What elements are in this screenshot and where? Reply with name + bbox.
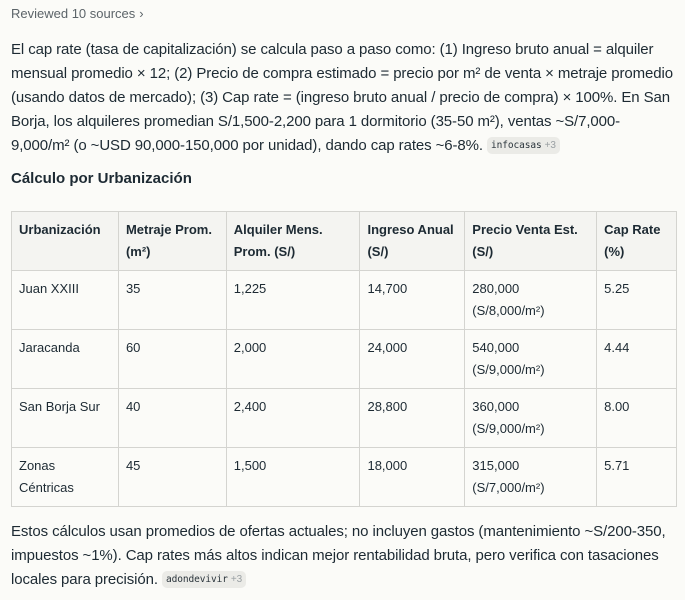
citation-more-count: +3	[230, 574, 243, 585]
cell-alquiler: 2,400	[226, 389, 360, 448]
reviewed-sources-label: Reviewed 10 sources	[11, 6, 136, 21]
section-title: Cálculo por Urbanización	[11, 170, 192, 187]
reviewed-sources-toggle[interactable]	[11, 6, 144, 21]
table-row	[12, 448, 677, 507]
precio-total: 540,000	[472, 340, 520, 355]
cell-urbanizacion: Zonas Céntricas	[12, 448, 119, 507]
header-cap-rate: Cap Rate (%)	[597, 212, 677, 271]
header-precio: Precio Venta Est. (S/)	[465, 212, 597, 271]
cell-urbanizacion: Juan XXIII	[12, 271, 119, 330]
header-ingreso: Ingreso Anual (S/)	[360, 212, 465, 271]
cell-metraje: 40	[118, 389, 226, 448]
cell-cap-rate: 5.71	[597, 448, 677, 507]
cell-precio	[465, 389, 597, 448]
intro-paragraph	[11, 38, 675, 158]
table-row	[12, 330, 677, 389]
precio-por-m2: (S/9,000/m²)	[472, 362, 545, 377]
cell-metraje: 60	[118, 330, 226, 389]
cell-ingreso: 24,000	[360, 330, 465, 389]
precio-total: 280,000	[472, 281, 520, 296]
cell-alquiler: 1,225	[226, 271, 360, 330]
cell-cap-rate: 5.25	[597, 271, 677, 330]
precio-por-m2: (S/7,000/m²)	[472, 480, 545, 495]
precio-por-m2: (S/9,000/m²)	[472, 421, 545, 436]
header-metraje: Metraje Prom. (m²)	[118, 212, 226, 271]
closing-text: Estos cálculos usan promedios de ofertas actuales; no incluyen gastos (mantenimiento ~S/200-350, impuestos ~1%). Cap rates más altos indican mejor rentabilidad bruta, pero verifica con tasaciones locales para precisión.	[11, 523, 666, 588]
cell-urbanizacion: Jaracanda	[12, 330, 119, 389]
precio-por-m2: (S/8,000/m²)	[472, 303, 545, 318]
cell-ingreso: 28,800	[360, 389, 465, 448]
citation-badge-adondevivir[interactable]	[162, 571, 246, 588]
cell-alquiler: 2,000	[226, 330, 360, 389]
cap-rate-table	[11, 211, 677, 507]
intro-text: El cap rate (tasa de capitalización) se calcula paso a paso como: (1) Ingreso bruto anual = alquiler mensual promedio × 12; (2) Precio de compra estimado = precio por m² de venta × metraje promedio (usando datos de mercado); (3) Cap rate = (ingreso bruto anual / precio de compra) × 100%. En San Borja, los alquileres promedian S/1,500-2,200 para 1 dormitorio (35-50 m²), ventas ~S/7,000-9,000/m² (o ~USD 90,000-150,000 por unidad), dando cap rates ~6-8%.	[11, 41, 673, 154]
chevron-right-icon: ›	[139, 6, 144, 21]
cell-urbanizacion: San Borja Sur	[12, 389, 119, 448]
cell-ingreso: 18,000	[360, 448, 465, 507]
cell-precio	[465, 271, 597, 330]
closing-paragraph	[11, 520, 675, 592]
citation-source: infocasas	[491, 140, 542, 151]
cell-cap-rate: 8.00	[597, 389, 677, 448]
table-row	[12, 389, 677, 448]
table-row	[12, 271, 677, 330]
precio-total: 360,000	[472, 399, 520, 414]
cell-precio	[465, 448, 597, 507]
cell-cap-rate: 4.44	[597, 330, 677, 389]
cell-alquiler: 1,500	[226, 448, 360, 507]
citation-badge-infocasas[interactable]	[487, 137, 560, 154]
cell-metraje: 45	[118, 448, 226, 507]
cell-metraje: 35	[118, 271, 226, 330]
cell-precio	[465, 330, 597, 389]
citation-source: adondevivir	[166, 574, 228, 585]
citation-more-count: +3	[544, 140, 556, 151]
header-alquiler: Alquiler Mens. Prom. (S/)	[226, 212, 360, 271]
table-header-row	[12, 212, 677, 271]
header-urbanizacion: Urbanización	[12, 212, 119, 271]
cell-ingreso: 14,700	[360, 271, 465, 330]
precio-total: 315,000	[472, 458, 520, 473]
